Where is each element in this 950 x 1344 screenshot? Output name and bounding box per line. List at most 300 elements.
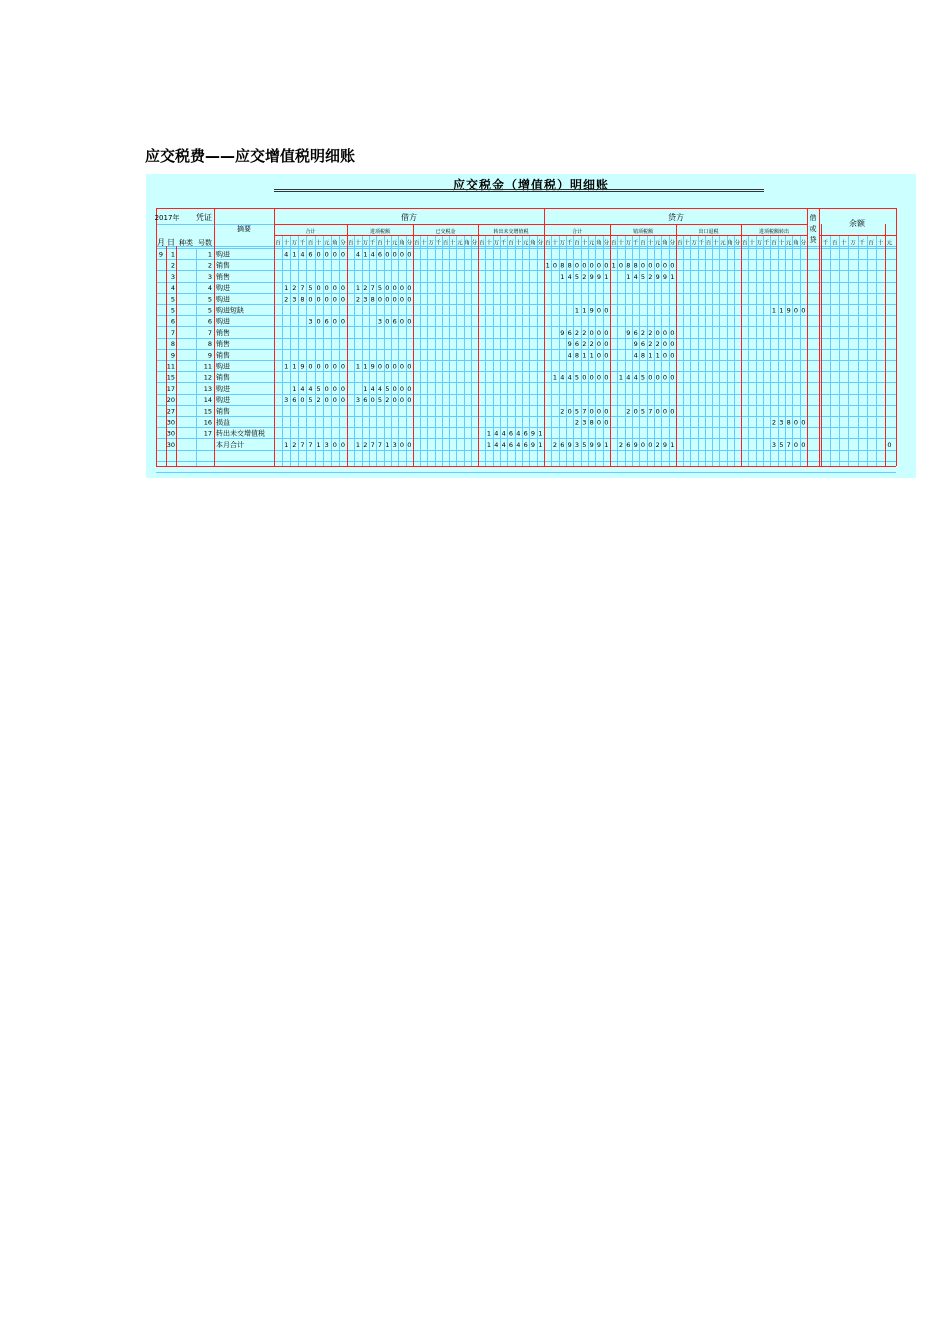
amount-digit: 9 <box>560 328 565 337</box>
digit-header: 百 <box>574 240 580 247</box>
amount-digit: 0 <box>399 384 405 393</box>
amount-digit: 0 <box>324 384 329 393</box>
amount-digit: 6 <box>308 250 313 259</box>
digit-header: 角 <box>596 240 602 247</box>
amount-digit: 0 <box>567 407 572 416</box>
amount-digit: 5 <box>640 272 646 281</box>
amount-digit: 5 <box>574 373 580 382</box>
amount-digit: 0 <box>385 362 390 371</box>
digit-header: 十 <box>684 240 690 247</box>
amount-digit: 0 <box>340 317 346 326</box>
amount-digit: 1 <box>589 351 594 360</box>
amount-digit: 0 <box>604 407 609 416</box>
amount-digit: 0 <box>385 284 390 293</box>
row-day: 9 <box>170 351 175 360</box>
digit-header: 元 <box>457 240 463 247</box>
amount-digit: 9 <box>567 340 572 349</box>
summary-label: 摘要 <box>237 225 251 233</box>
row-day: 2 <box>170 261 175 270</box>
digit-header: 角 <box>727 240 733 247</box>
digit-header: 十 <box>486 240 492 247</box>
amount-digit: 9 <box>596 272 602 281</box>
digit-header: 十 <box>581 240 588 247</box>
amount-digit: 0 <box>596 340 602 349</box>
digit-header: 分 <box>471 240 478 247</box>
row-day: 8 <box>170 340 175 349</box>
amount-digit: 2 <box>316 396 321 405</box>
amount-digit: 0 <box>596 261 602 270</box>
amount-digit: 4 <box>633 351 638 360</box>
column-subheader: 合计 <box>305 229 316 235</box>
amount-digit: 0 <box>604 340 609 349</box>
amount-digit: 5 <box>377 396 383 405</box>
day-label: 日 <box>167 238 175 247</box>
amount-digit: 0 <box>392 362 397 371</box>
digit-header: 百 <box>307 240 314 247</box>
amount-digit: 0 <box>385 317 390 326</box>
row-day: 6 <box>170 317 175 326</box>
amount-digit: 6 <box>324 317 329 326</box>
amount-digit: 0 <box>640 261 646 270</box>
amount-digit: 2 <box>648 328 653 337</box>
digit-header: 万 <box>756 240 763 247</box>
amount-digit: 2 <box>552 440 558 449</box>
digit-header: 十 <box>841 240 847 247</box>
amount-digit: 4 <box>355 250 361 259</box>
amount-digit: 4 <box>567 373 572 382</box>
row-summary: 购进短缺 <box>216 306 244 315</box>
amount-digit: 0 <box>604 261 609 270</box>
row-number: 13 <box>203 384 212 393</box>
row-day: 4 <box>170 284 175 293</box>
digit-header: 百 <box>676 240 683 247</box>
digit-header: 十 <box>618 240 624 247</box>
amount-digit: 4 <box>370 250 375 259</box>
amount-digit: 0 <box>662 328 668 337</box>
amount-digit: 9 <box>589 440 594 449</box>
digit-header: 万 <box>691 240 697 247</box>
amount-digit: 9 <box>633 440 638 449</box>
amount-digit: 0 <box>407 384 412 393</box>
amount-digit: 0 <box>552 261 558 270</box>
row-day: 27 <box>166 407 175 416</box>
amount-digit: 0 <box>887 440 892 449</box>
amount-digit: 0 <box>399 250 405 259</box>
digit-header: 十 <box>449 240 456 247</box>
year-label: 2017年 <box>154 214 180 222</box>
digit-header: 角 <box>332 240 338 247</box>
amount-digit: 0 <box>399 396 405 405</box>
amount-digit: 0 <box>655 261 660 270</box>
amount-digit: 9 <box>662 440 668 449</box>
amount-digit: 1 <box>582 306 587 315</box>
row-day: 30 <box>166 429 175 438</box>
amount-digit: 1 <box>284 362 289 371</box>
number-label: 号数 <box>198 239 212 247</box>
amount-digit: 0 <box>340 284 346 293</box>
digit-header: 十 <box>355 240 361 247</box>
digit-header: 千 <box>822 240 829 247</box>
row-summary: 购进 <box>216 362 230 371</box>
digit-header: 百 <box>478 240 485 247</box>
digit-header: 百 <box>347 240 354 247</box>
amount-digit: 0 <box>399 295 405 304</box>
column-subheader: 已交税金 <box>435 229 456 235</box>
amount-digit: 6 <box>560 440 565 449</box>
amount-digit: 0 <box>399 440 405 449</box>
amount-digit: 1 <box>604 272 609 281</box>
digit-header: 元 <box>886 240 893 247</box>
amount-digit: 1 <box>355 284 361 293</box>
amount-digit: 2 <box>574 328 580 337</box>
amount-digit: 8 <box>300 295 305 304</box>
digit-header: 千 <box>500 240 507 247</box>
amount-digit: 4 <box>567 272 572 281</box>
row-summary: 销售 <box>216 328 230 337</box>
amount-digit: 0 <box>655 328 660 337</box>
amount-digit: 6 <box>640 340 646 349</box>
row-number: 11 <box>203 362 212 371</box>
ledger-title: 应交税金（增值税）明细账 <box>452 178 609 192</box>
amount-digit: 4 <box>560 373 565 382</box>
amount-digit: 6 <box>392 317 397 326</box>
digit-header: 元 <box>522 240 529 247</box>
amount-digit: 0 <box>332 250 337 259</box>
amount-digit: 9 <box>589 306 594 315</box>
amount-digit: 0 <box>596 306 602 315</box>
amount-digit: 4 <box>300 250 305 259</box>
digit-header: 百 <box>771 240 777 247</box>
amount-digit: 0 <box>407 362 412 371</box>
amount-digit: 5 <box>574 407 580 416</box>
amount-digit: 0 <box>662 407 668 416</box>
amount-digit: 0 <box>604 351 609 360</box>
digit-header: 千 <box>763 240 770 247</box>
digit-header: 万 <box>850 240 856 247</box>
amount-digit: 1 <box>618 373 624 382</box>
digit-header: 十 <box>552 240 558 247</box>
amount-digit: 1 <box>355 440 361 449</box>
amount-digit: 0 <box>640 440 646 449</box>
amount-digit: 6 <box>523 440 528 449</box>
row-summary: 销售 <box>216 340 230 349</box>
row-summary: 本月合计 <box>216 440 244 449</box>
digit-header: 角 <box>530 240 536 247</box>
amount-digit: 0 <box>604 373 609 382</box>
amount-digit: 7 <box>300 284 305 293</box>
amount-digit: 0 <box>399 362 405 371</box>
amount-digit: 0 <box>332 317 337 326</box>
amount-digit: 8 <box>574 351 580 360</box>
amount-digit: 5 <box>640 373 646 382</box>
digit-header: 百 <box>377 240 383 247</box>
amount-digit: 2 <box>582 340 587 349</box>
digit-header: 元 <box>785 240 792 247</box>
amount-digit: 0 <box>407 284 412 293</box>
digit-header: 角 <box>662 240 668 247</box>
amount-digit: 3 <box>574 440 580 449</box>
row-summary: 购进 <box>216 384 230 393</box>
amount-digit: 9 <box>589 272 594 281</box>
amount-digit: 6 <box>363 396 368 405</box>
type-label: 种类 <box>179 239 193 247</box>
amount-digit: 0 <box>316 317 321 326</box>
amount-digit: 0 <box>596 351 602 360</box>
row-summary: 购进 <box>216 295 230 304</box>
amount-digit: 0 <box>332 284 337 293</box>
amount-digit: 7 <box>786 440 791 449</box>
amount-digit: 0 <box>589 328 594 337</box>
amount-digit: 6 <box>626 440 631 449</box>
amount-digit: 0 <box>399 284 405 293</box>
amount-digit: 7 <box>308 440 313 449</box>
amount-digit: 1 <box>771 306 777 315</box>
digit-header: 百 <box>610 240 617 247</box>
row-day: 3 <box>170 272 175 281</box>
amount-digit: 8 <box>640 351 646 360</box>
row-day: 1 <box>170 250 175 259</box>
month-label: 月 <box>157 238 165 247</box>
digit-header: 分 <box>603 240 610 247</box>
column-subheader: 转出未交增值税 <box>493 229 529 235</box>
row-number: 7 <box>207 328 212 337</box>
direction-label: 贷 <box>809 236 817 244</box>
amount-digit: 3 <box>392 440 397 449</box>
row-number: 2 <box>207 261 212 270</box>
debit-label: 借方 <box>401 213 417 222</box>
row-summary: 销售 <box>216 351 230 360</box>
amount-digit: 0 <box>596 418 602 427</box>
amount-digit: 0 <box>377 362 383 371</box>
amount-digit: 0 <box>662 351 668 360</box>
row-number: 9 <box>207 351 212 360</box>
amount-digit: 0 <box>618 261 624 270</box>
amount-digit: 4 <box>501 440 506 449</box>
row-month: 9 <box>158 250 164 259</box>
amount-digit: 0 <box>340 384 346 393</box>
row-number: 1 <box>207 250 212 259</box>
amount-digit: 0 <box>324 295 329 304</box>
amount-digit: 5 <box>640 407 646 416</box>
row-summary: 购进 <box>216 317 230 326</box>
row-number: 5 <box>207 306 212 315</box>
row-summary: 销售 <box>216 272 230 281</box>
digit-header: 角 <box>793 240 799 247</box>
digit-header: 十 <box>384 240 391 247</box>
amount-digit: 8 <box>589 418 594 427</box>
amount-digit: 6 <box>633 328 638 337</box>
amount-digit: 0 <box>385 295 390 304</box>
amount-digit: 3 <box>284 396 289 405</box>
row-day: 15 <box>166 373 175 382</box>
digit-header: 元 <box>720 240 726 247</box>
amount-digit: 3 <box>582 418 587 427</box>
amount-digit: 0 <box>340 362 346 371</box>
digit-header: 万 <box>428 240 434 247</box>
amount-digit: 0 <box>316 250 321 259</box>
amount-digit: 0 <box>332 440 337 449</box>
row-summary: 购进 <box>216 284 230 293</box>
amount-digit: 4 <box>377 384 383 393</box>
digit-header: 百 <box>640 240 646 247</box>
amount-digit: 2 <box>640 328 646 337</box>
amount-digit: 7 <box>377 440 383 449</box>
digit-header: 百 <box>705 240 712 247</box>
amount-digit: 0 <box>308 362 313 371</box>
row-summary: 购进 <box>216 250 230 259</box>
amount-digit: 0 <box>589 373 594 382</box>
amount-digit: 4 <box>300 384 305 393</box>
amount-digit: 6 <box>567 328 572 337</box>
amount-digit: 5 <box>574 272 580 281</box>
amount-digit: 8 <box>626 261 631 270</box>
column-subheader: 合计 <box>571 229 583 235</box>
amount-digit: 3 <box>779 418 784 427</box>
amount-digit: 1 <box>486 429 492 438</box>
digit-header: 元 <box>323 240 330 247</box>
amount-digit: 9 <box>626 328 631 337</box>
amount-digit: 0 <box>633 407 638 416</box>
amount-digit: 0 <box>670 351 675 360</box>
amount-digit: 0 <box>324 362 329 371</box>
digit-header: 百 <box>508 240 514 247</box>
amount-digit: 0 <box>300 396 305 405</box>
amount-digit: 1 <box>316 440 321 449</box>
digit-header: 千 <box>369 240 376 247</box>
amount-digit: 0 <box>596 407 602 416</box>
amount-digit: 4 <box>494 429 499 438</box>
amount-digit: 2 <box>626 407 631 416</box>
amount-digit: 2 <box>618 440 624 449</box>
amount-digit: 2 <box>292 440 297 449</box>
amount-digit: 8 <box>370 295 375 304</box>
amount-digit: 3 <box>355 396 361 405</box>
row-number: 16 <box>203 418 212 427</box>
amount-digit: 6 <box>523 429 528 438</box>
digit-header: 百 <box>275 240 281 247</box>
amount-digit: 1 <box>552 373 558 382</box>
amount-digit: 0 <box>574 261 580 270</box>
amount-digit: 5 <box>377 284 383 293</box>
digit-header: 万 <box>291 240 298 247</box>
amount-digit: 9 <box>633 340 638 349</box>
amount-digit: 2 <box>582 272 587 281</box>
amount-digit: 9 <box>596 440 602 449</box>
digit-header: 分 <box>800 240 807 247</box>
amount-digit: 2 <box>292 284 297 293</box>
row-number: 12 <box>203 373 212 382</box>
amount-digit: 1 <box>385 440 390 449</box>
amount-digit: 1 <box>611 261 616 270</box>
amount-digit: 1 <box>560 272 565 281</box>
amount-digit: 4 <box>370 384 375 393</box>
amount-digit: 0 <box>604 306 609 315</box>
amount-digit: 6 <box>574 340 580 349</box>
amount-digit: 0 <box>324 396 329 405</box>
column-subheader: 销项税额 <box>632 229 654 235</box>
amount-digit: 0 <box>589 407 594 416</box>
amount-digit: 0 <box>596 328 602 337</box>
amount-digit: 0 <box>316 362 321 371</box>
amount-digit: 1 <box>655 351 660 360</box>
digit-header: 千 <box>435 240 442 247</box>
row-day: 20 <box>166 396 175 405</box>
amount-digit: 9 <box>370 362 375 371</box>
row-summary: 销售 <box>216 261 230 270</box>
amount-digit: 2 <box>771 418 777 427</box>
row-summary: 销售 <box>216 373 230 382</box>
amount-digit: 0 <box>604 418 609 427</box>
amount-digit: 9 <box>530 429 536 438</box>
amount-digit: 0 <box>399 317 405 326</box>
amount-digit: 2 <box>655 340 660 349</box>
amount-digit: 0 <box>377 295 383 304</box>
amount-digit: 5 <box>385 384 390 393</box>
amount-digit: 1 <box>670 440 675 449</box>
digit-header: 万 <box>362 240 369 247</box>
digit-header: 百 <box>413 240 420 247</box>
digit-header: 十 <box>749 240 755 247</box>
amount-digit: 0 <box>589 261 594 270</box>
row-summary: 销售 <box>216 407 230 416</box>
amount-digit: 1 <box>604 440 609 449</box>
row-summary: 购进 <box>216 396 230 405</box>
amount-digit: 7 <box>648 407 653 416</box>
row-number: 15 <box>203 407 212 416</box>
digit-header: 千 <box>566 240 573 247</box>
amount-digit: 2 <box>582 328 587 337</box>
digit-header: 角 <box>464 240 470 247</box>
amount-digit: 4 <box>494 440 499 449</box>
digit-header: 角 <box>399 240 405 247</box>
digit-header: 百 <box>741 240 748 247</box>
digit-header: 十 <box>647 240 654 247</box>
row-day: 11 <box>166 362 175 371</box>
digit-header: 千 <box>698 240 705 247</box>
row-number: 6 <box>207 317 212 326</box>
digit-header: 十 <box>515 240 522 247</box>
amount-digit: 1 <box>355 362 361 371</box>
amount-digit: 0 <box>407 250 412 259</box>
amount-digit: 0 <box>582 261 587 270</box>
row-day: 5 <box>170 295 175 304</box>
amount-digit: 9 <box>567 440 572 449</box>
amount-digit: 9 <box>786 306 791 315</box>
amount-digit: 0 <box>793 440 799 449</box>
amount-digit: 4 <box>308 384 313 393</box>
amount-digit: 1 <box>538 429 543 438</box>
row-summary: 转出未交增值税 <box>216 429 265 438</box>
amount-digit: 7 <box>370 440 375 449</box>
amount-digit: 0 <box>407 295 412 304</box>
amount-digit: 0 <box>370 396 375 405</box>
amount-digit: 4 <box>567 351 572 360</box>
digit-header: 元 <box>588 240 595 247</box>
voucher-label: 凭证 <box>196 213 212 222</box>
digit-header: 百 <box>868 240 874 247</box>
amount-digit: 0 <box>340 440 346 449</box>
credit-label: 贷方 <box>668 213 684 222</box>
amount-digit: 4 <box>633 373 638 382</box>
amount-digit: 2 <box>574 418 580 427</box>
amount-digit: 1 <box>574 306 580 315</box>
digit-header: 万 <box>559 240 566 247</box>
amount-digit: 5 <box>308 284 313 293</box>
amount-digit: 0 <box>308 295 313 304</box>
digit-header: 分 <box>340 240 346 247</box>
digit-header: 十 <box>877 240 884 247</box>
amount-digit: 8 <box>560 261 565 270</box>
